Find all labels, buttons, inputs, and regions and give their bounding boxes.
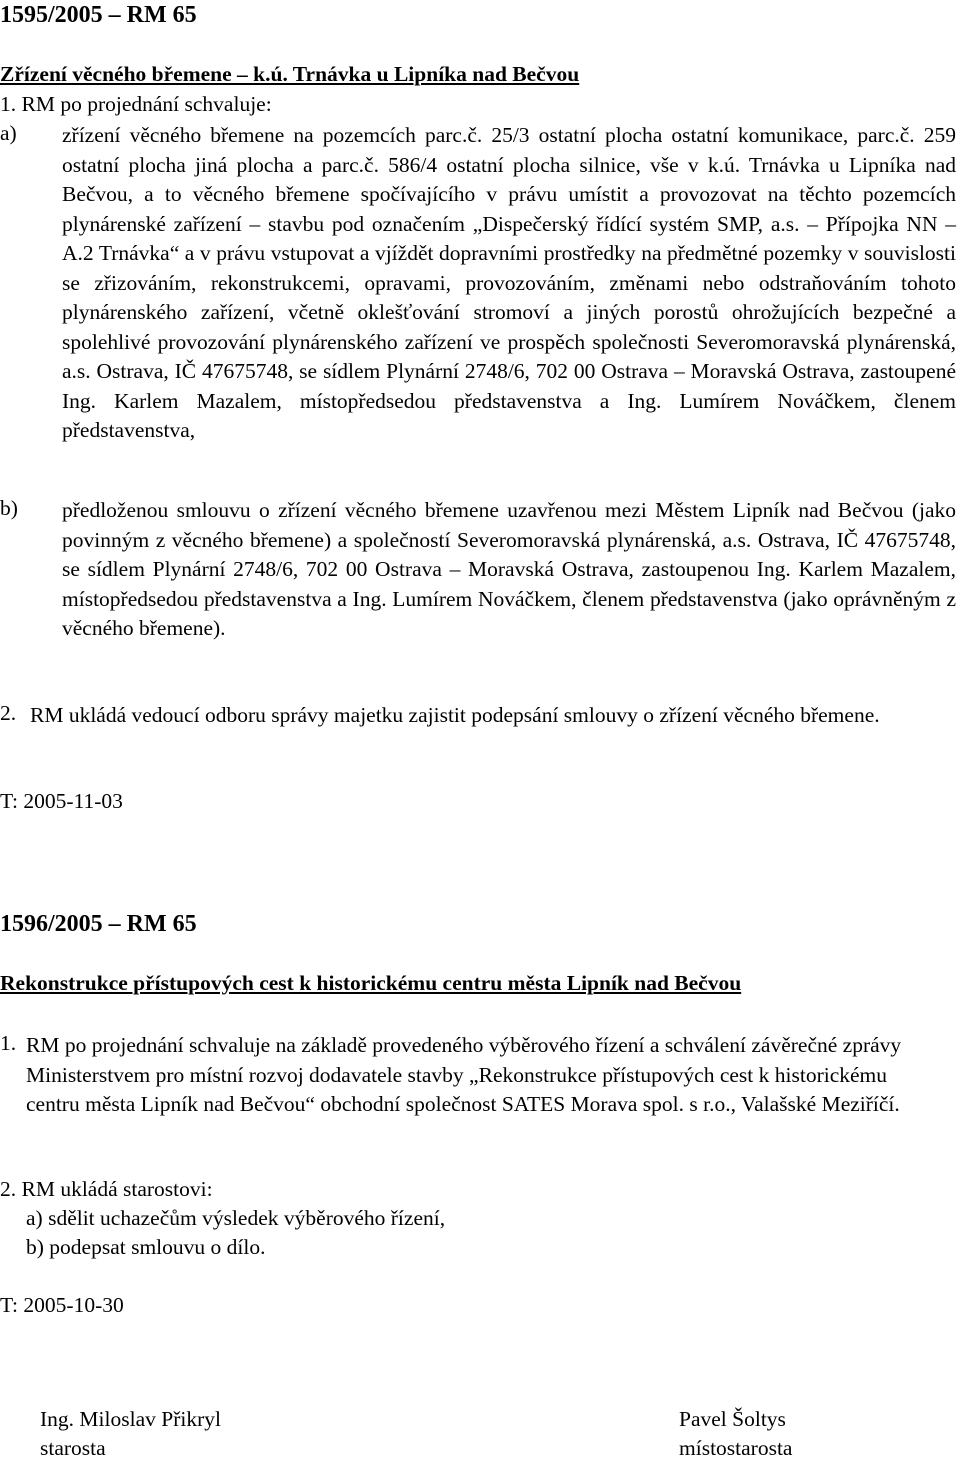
item-1-text-1596: RM po projednání schvaluje na základě provedeného výběrového řízení a schválení závěrečné zprávy Ministerstvem pro místní rozvoj dodavatele stavby „Rekonstrukce přístupových cest k historickému centru města Lipník nad Bečvou“ obchodní společnost SATES Morava spol. s r.o., Valašské Meziříčí. (26, 1033, 902, 1116)
signature-left-name: Ing. Miloslav Přikryl (40, 1407, 221, 1431)
signature-right-role: místostarosta (679, 1436, 793, 1460)
item-b-marker: b) (0, 496, 18, 520)
resolution-number-1595: 1595/2005 – RM 65 (0, 2, 197, 28)
item-2-marker: 2. (0, 701, 17, 725)
resolution-number-1596: 1596/2005 – RM 65 (0, 911, 197, 937)
resolution-title-1595: Zřízení věcného břemene – k.ú. Trnávka u Lipníka nad Bečvou (0, 62, 580, 86)
item-2-label-1596: 2. RM ukládá starostovi: (0, 1177, 213, 1201)
item-a-text: zřízení věcného břemene na pozemcích parc.č. 25/3 ostatní plocha ostatní komunikace, parc.č. 259 ostatní plocha jiná plocha a parc.č. 586/4 ostatní plocha silnice, vše v k.ú. Trnávka u Lipníka nad Bečvou, a to věcného břemene spočívajícího v právu umístit a provozovat na těchto pozemcích plynárenské zařízení – stavbu pod označením „Dispečerský řídící systém SMP, a.s. – Přípojka NN – A.2 Trnávka“ a v právu vstupovat a vjíždět dopravními prostředky na předmětné pozemky v souvislosti se zřizováním, rekonstrukcemi, opravami, provozováním, změnami nebo odstraňováním tohoto plynárenského zařízení, včetně oklešťování stromoví a jiných porostů ohrožujících bezpečné a spolehlivé provozování plynárenského zařízení ve prospěch společnosti Severomoravská plynárenská, a.s. Ostrava, IČ 47675748, se sídlem Plynární 2748/6, 702 00 Ostrava – Moravská Ostrava, zastoupené Ing. Karlem Mazalem, místopředsedou představenstva a Ing. Lumírem Nováčkem, členem představenstva, (62, 123, 956, 442)
deadline-1596: T: 2005-10-30 (0, 1293, 124, 1317)
deadline-1595: T: 2005-11-03 (0, 789, 123, 813)
item-1-marker-1596: 1. (0, 1031, 17, 1055)
item-b-text: předloženou smlouvu o zřízení věcného břemene uzavřenou mezi Městem Lipník nad Bečvou (jako povinným z věcného břemene) a společností Severomoravská plynárenská, a.s. Ostrava, IČ 47675748, se sídlem Plynární 2748/6, 702 00 Ostrava – Moravská Ostrava, zastoupenou Ing. Karlem Mazalem, místopředsedou představenstva a Ing. Lumírem Nováčkem, členem představenstva (jako oprávněným z věcného břemene). (62, 498, 956, 640)
signature-left-role: starosta (40, 1436, 106, 1460)
item-a-marker: a) (0, 121, 17, 145)
item-1-label: 1. RM po projednání schvaluje: (0, 92, 272, 116)
resolution-title-1596: Rekonstrukce přístupových cest k historickému centru města Lipník nad Bečvou (0, 971, 742, 995)
item-b-1596: b) podepsat smlouvu o dílo. (26, 1235, 266, 1259)
item-a-1596: a) sdělit uchazečům výsledek výběrového řízení, (26, 1206, 446, 1230)
item-2-text: RM ukládá vedoucí odboru správy majetku zajistit podepsání smlouvy o zřízení věcného břemene. (30, 703, 880, 727)
signature-right-name: Pavel Šoltys (679, 1407, 786, 1431)
